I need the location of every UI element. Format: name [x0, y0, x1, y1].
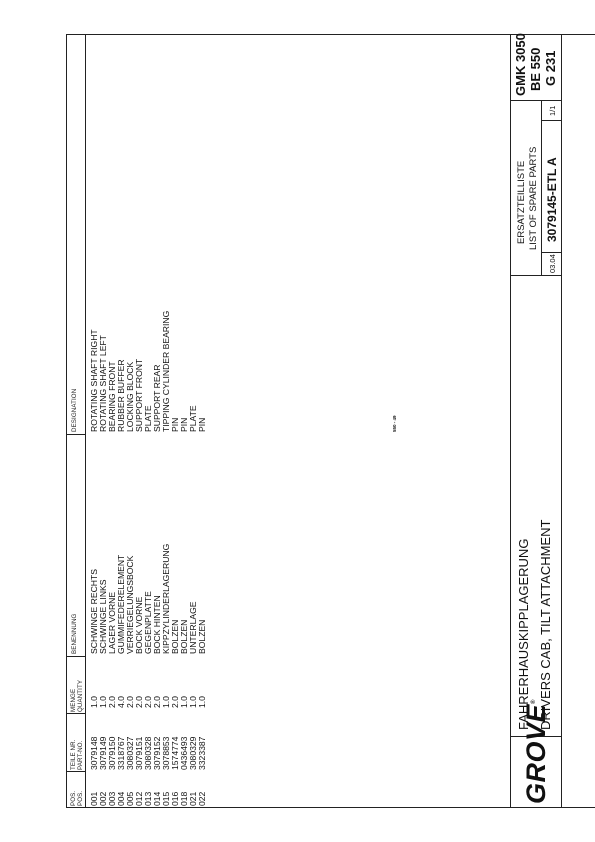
- title-block-divider: [510, 275, 562, 276]
- parts-list-sheet: POS. POS. TEILE NR. PART-NO. MENGE QUANTITY BENENNUNG DESIGNATION 001 3079148 1.0 SCHWINGE RECHTS ROTATING SHAFT RIGHT 002 3079149 1.0 SCHWINGE LINKS ROTATING SHAFT LEFT 003 3079150 2.0 LAGER VORNE BEARING FRONT 004 3318767 4.0 GUMMIFEDERELEMENT RUBBER BUFFER 005 3080327 2.0 VERRIEGELUNGSBOCK LOCKING BLOCK 012 3079151 2.0 BOCK VORNE SUPPORT FRONT 013 3080328 2.0 GEGENPLATTE PLATE 014 3079152 2.0 BOCK HINTEN SUPPORT REAR 015 3078853 1.0 KIPPZYLINDERLAGERUNG TIPPING CYLINDER BEARING 016 1574774 2.0 BOLZEN PIN 018 0436493 1.0 BOLZEN PIN 021 3080329 1.0 UNTERLAGE PLATE 022 3323387 1.0 BOLZEN PIN 550 - 49 GROVE® FAHRERHAUSKIPPLAGERUNG DRIVERS CAB, TILT ATTACHMENT ERSATZTEILLISTE LIST OF SPARE PARTS 03.04 3079145-ETL A 1/1 GMK 3050 BE 550 G 231: [0, 0, 595, 842]
- col-header-part-no: TEILE NR. PART-NO.: [70, 739, 84, 770]
- sheet-number: 1/1: [548, 105, 557, 116]
- grove-logo: GROVE®: [521, 699, 551, 804]
- document-number: 3079145-ETL A: [545, 157, 559, 242]
- title-de: FAHRERHAUSKIPPLAGERUNG: [516, 538, 531, 730]
- column-divider: [66, 771, 85, 772]
- page-mark: 550 - 49: [392, 415, 397, 432]
- title-block-divider: [510, 100, 562, 101]
- col-header-designation: DESIGNATION: [71, 388, 78, 432]
- title-en: DRIVERS CAB, TILT ATTACHMENT: [538, 519, 553, 730]
- column-divider: [66, 713, 85, 714]
- column-divider: [66, 434, 85, 435]
- be-number: BE 550: [528, 47, 543, 91]
- title-block-divider: [541, 120, 562, 121]
- g-number: G 231: [543, 50, 558, 86]
- column-divider: [66, 656, 85, 657]
- title-block-divider: [541, 252, 562, 253]
- col-header-pos: POS. POS.: [70, 790, 84, 806]
- list-title-en: LIST OF SPARE PARTS: [528, 146, 539, 250]
- header-divider: [85, 34, 86, 808]
- model-number: GMK 3050: [513, 33, 528, 96]
- list-title-de: ERSATZTEILLISTE: [516, 160, 527, 244]
- col-header-quantity: MENGE QUANTITY: [70, 679, 84, 712]
- title-block-divider: [541, 101, 542, 276]
- col-header-benennung: BENENNUNG: [71, 613, 78, 654]
- date: 03.04: [548, 254, 557, 273]
